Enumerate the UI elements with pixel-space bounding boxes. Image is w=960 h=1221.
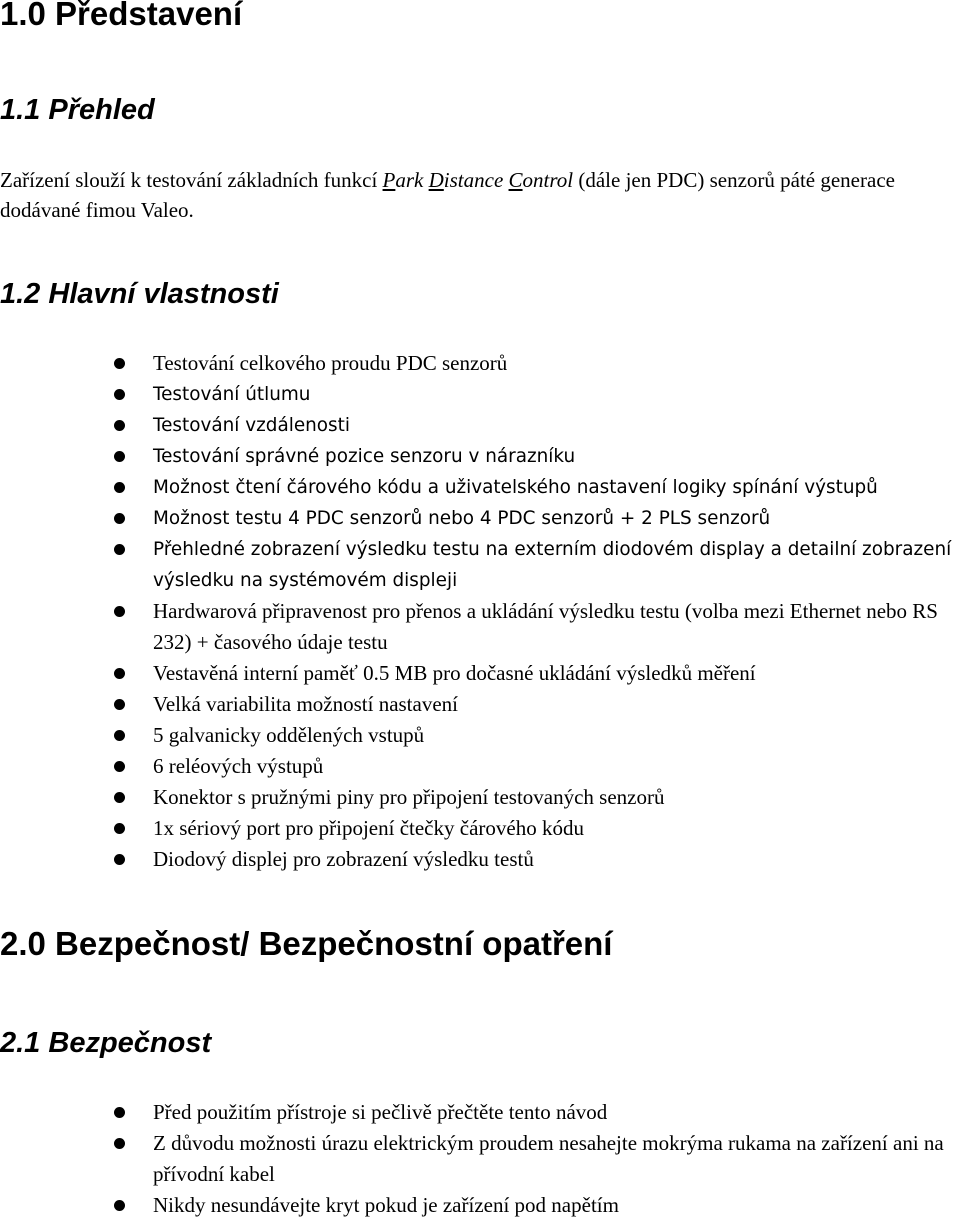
list-item: Velká variabilita možností nastavení (0, 689, 958, 720)
section-1-1-heading: 1.1 Přehled (0, 94, 155, 126)
list-item: 5 galvanicky oddělených vstupů (0, 720, 958, 751)
list-item: 6 reléových výstupů (0, 751, 958, 782)
park-initial: P (382, 168, 396, 192)
list-item: Testování celkového proudu PDC senzorů (0, 348, 958, 379)
overview-paragraph (0, 165, 955, 225)
bullet-icon (114, 761, 125, 772)
bullet-icon (114, 730, 125, 741)
list-item: Hardwarová připravenost pro přenos a ukládání výsledku testu (volba mezi Ethernet nebo RS 232) + časového údaje testu (0, 596, 958, 658)
bullet-icon (114, 389, 125, 400)
bullet-icon (114, 1200, 125, 1211)
distance-rest: istance (443, 168, 509, 192)
list-item: Přehledné zobrazení výsledku testu na externím diodovém display a detailní zobrazení výsledku na systémovém displeji (0, 534, 958, 596)
bullet-icon (114, 823, 125, 834)
section-1-heading: 1.0 Představení (0, 0, 243, 32)
bullet-icon (114, 544, 125, 555)
list-item: Nikdy nesundávejte kryt pokud je zařízení pod napětím (0, 1190, 958, 1221)
bullet-icon (114, 513, 125, 524)
control-initial: C (508, 168, 523, 192)
section-2-heading: 2.0 Bezpečnost/ Bezpečnostní opatření (0, 925, 613, 962)
bullet-icon (114, 451, 125, 462)
list-item: Vestavěná interní paměť 0.5 MB pro dočasné ukládání výsledků měření (0, 658, 958, 689)
list-item: Testování správné pozice senzoru v nárazníku (0, 441, 958, 472)
park-rest: ark (395, 168, 429, 192)
bullet-icon (114, 606, 125, 617)
list-item: Konektor s pružnými piny pro připojení testovaných senzorů (0, 782, 958, 813)
features-list (0, 348, 960, 875)
list-item: Testování vzdálenosti (0, 410, 958, 441)
list-item: Možnost testu 4 PDC senzorů nebo 4 PDC senzorů + 2 PLS senzorů (0, 503, 958, 534)
list-item: Z důvodu možnosti úrazu elektrickým proudem nesahejte mokrýma rukama na zařízení ani na přívodní kabel (0, 1128, 958, 1190)
bullet-icon (114, 1138, 125, 1149)
bullet-icon (114, 699, 125, 710)
list-item: Testování útlumu (0, 379, 958, 410)
overview-text-end: (dále jen PDC) senzorů páté generace dodávané fimou Valeo. (0, 168, 895, 222)
section-1-2-heading: 1.2 Hlavní vlastnosti (0, 278, 279, 310)
safety-list (0, 1097, 960, 1221)
bullet-icon (114, 792, 125, 803)
list-item: Před použitím přístroje si pečlivě přečtěte tento návod (0, 1097, 958, 1128)
bullet-icon (114, 1107, 125, 1118)
section-2-1-heading: 2.1 Bezpečnost (0, 1027, 212, 1059)
distance-initial: D (428, 168, 444, 192)
control-rest: ontrol (522, 168, 574, 192)
list-item: Možnost čtení čárového kódu a uživatelského nastavení logiky spínání výstupů (0, 472, 958, 503)
list-item: Diodový displej pro zobrazení výsledku testů (0, 844, 958, 875)
list-item: 1x sériový port pro připojení čtečky čárového kódu (0, 813, 958, 844)
overview-text-start: Zařízení slouží k testování základních funkcí (0, 168, 383, 192)
bullet-icon (114, 420, 125, 431)
bullet-icon (114, 482, 125, 493)
bullet-icon (114, 668, 125, 679)
bullet-icon (114, 358, 125, 369)
bullet-icon (114, 854, 125, 865)
